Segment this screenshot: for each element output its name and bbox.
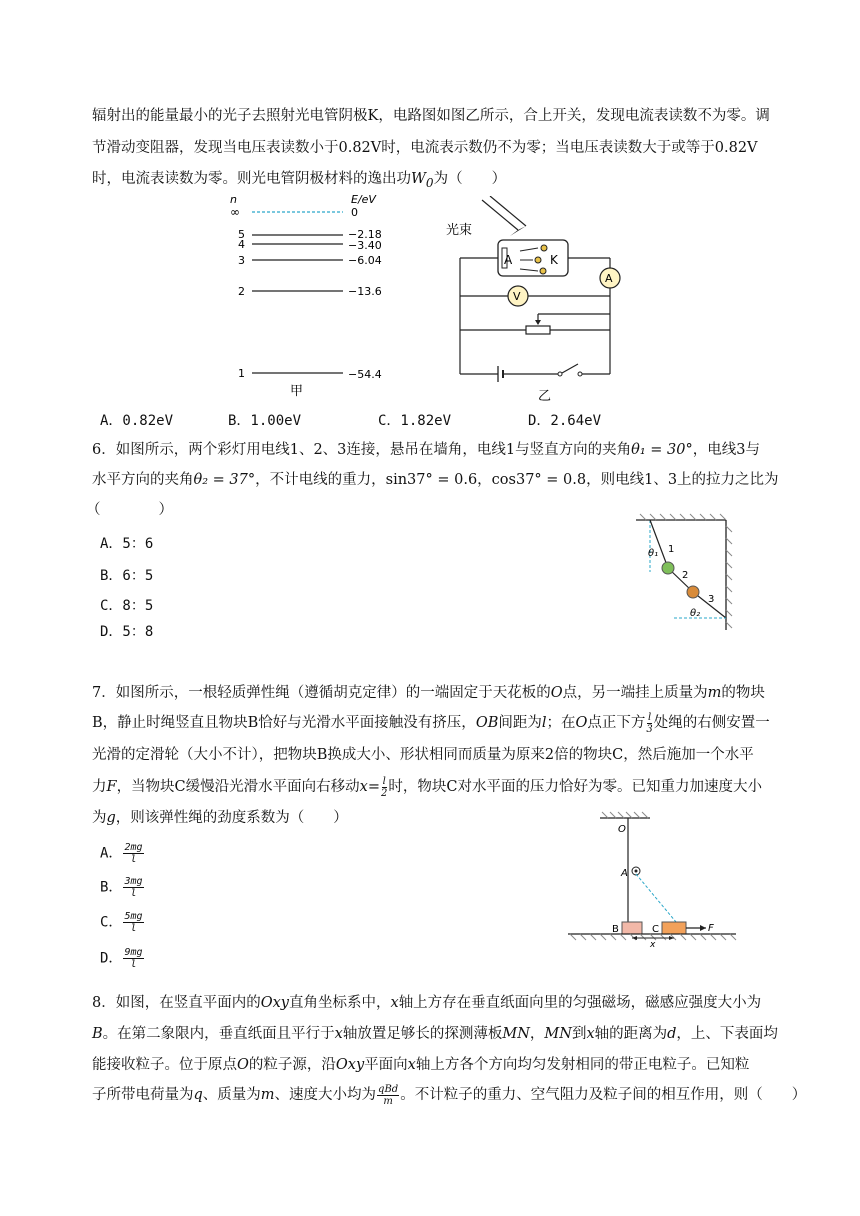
- q7-line-3: 光滑的定滑轮（大小不计），把物块B换成大小、形状相同而质量为原来2倍的物块C，然后施加一个水平: [92, 747, 754, 763]
- q5-option-c[interactable]: C．1.82eV: [378, 413, 452, 429]
- level-n-inf: ∞: [230, 205, 240, 219]
- theta2-label: θ₂: [690, 608, 701, 619]
- theta1-label: θ₁: [648, 548, 659, 559]
- level-n-5: 5: [238, 228, 245, 241]
- block-b-label: B: [612, 924, 619, 935]
- level-e-inf: 0: [351, 206, 358, 219]
- q8-line-1: 8．如图，在竖直平面内的Oxy直角坐标系中，x轴上方存在垂直纸面向里的匀强磁场，磁感应强度大小为: [92, 995, 762, 1011]
- figure-caption-yi: 乙: [538, 389, 552, 404]
- level-n-4: 4: [238, 238, 245, 251]
- anode-label: A: [504, 253, 513, 267]
- wire-3-label: 3: [708, 594, 715, 605]
- level-e-4: −3.40: [348, 239, 382, 252]
- voltmeter-label: V: [513, 290, 521, 303]
- n-axis-label: n: [230, 193, 237, 206]
- q7-option-c[interactable]: C． $\frac{5mg}{l}$: [100, 911, 143, 934]
- point-o-label: O: [618, 824, 626, 835]
- photoelectric-circuit-diagram: [440, 196, 630, 404]
- wire-1: [650, 520, 668, 568]
- q8-line-4: 子所带电荷量为q、质量为m、速度大小均为 $\frac{\text{qBd}}{m}$ 。不计粒子的重力、空气阻力及粒子间的相互作用，则（ ）: [92, 1083, 807, 1107]
- elastic-rope-diagram: [566, 810, 738, 948]
- w0-symbol: $W_0$: [411, 171, 434, 190]
- level-e-5: −2.18: [348, 228, 382, 241]
- fraction-qbd-over-m: $\frac{\text{qBd}}{m}$: [378, 1083, 399, 1107]
- level-n-3: 3: [238, 254, 245, 267]
- level-e-3: −6.04: [348, 254, 382, 267]
- lamp-wire-diagram: [630, 512, 740, 634]
- fraction-l-over-2: $\frac{l}{2}$: [380, 775, 388, 799]
- point-a-label: A: [621, 868, 628, 879]
- level-n-1: 1: [238, 367, 245, 380]
- block-c-label: C: [652, 924, 659, 935]
- q5-line-3: 时，电流表读数为零。则光电管阴极材料的逸出功$W_0$为（ ）: [92, 171, 507, 190]
- level-e-1: −54.4: [348, 368, 382, 381]
- energy-axis-label: E/eV: [351, 193, 376, 206]
- q6-line-1: 6．如图所示，两个彩灯用电线1、2、3连接，悬吊在墙角，电线1与竖直方向的夹角θ₁ = 30°，电线3与: [92, 442, 760, 458]
- displacement-label: x: [650, 940, 656, 948]
- q7-option-b[interactable]: B． $\frac{3mg}{l}$: [100, 876, 143, 899]
- q6-option-d[interactable]: D．5：8: [100, 624, 154, 640]
- fraction-l-over-3: $\frac{l}{3}$: [646, 711, 653, 735]
- block-b: [622, 922, 642, 934]
- figure-caption-jia: 甲: [290, 384, 304, 399]
- q7-line-2: B，静止时绳竖直且物块B恰好与光滑水平面接触没有挤压，OB间距为l；在O点正下方 $\frac{l}{3}$ 处绳的右侧安置一: [92, 711, 770, 735]
- q7-line-4: 力F，当物块C缓慢沿光滑水平面向右移动x= $\frac{l}{2}$ 时，物块C对水平面的压力恰好为零。已知重力加速度大小: [92, 775, 762, 799]
- q8-line-2: B。在第二象限内，垂直纸面且平行于x轴放置足够长的探测薄板MN，MN到x轴的距离为d，上、下表面均: [92, 1026, 778, 1042]
- q7-option-a[interactable]: A． $\frac{2mg}{l}$: [100, 842, 143, 865]
- lamp-orange: [687, 586, 699, 598]
- q6-line-2: 水平方向的夹角θ₂ = 37°，不计电线的重力，sin37° = 0.6，cos37° = 0.8，则电线1、3上的拉力之比为: [92, 472, 779, 488]
- q5-line-1: 辐射出的能量最小的光子去照射光电管阴极K，电路图如图乙所示，合上开关，发现电流表读数不为零。调: [92, 108, 770, 124]
- cathode-label: K: [550, 253, 558, 267]
- q7-line-5: 为g，则该弹性绳的劲度系数为（ ）: [92, 810, 348, 826]
- force-label: F: [708, 923, 714, 934]
- q6-option-a[interactable]: A．5：6: [100, 536, 154, 552]
- q5-option-b[interactable]: B．1.00eV: [228, 413, 302, 429]
- level-n-2: 2: [238, 285, 245, 298]
- lamp-green: [662, 562, 674, 574]
- q7-option-d[interactable]: D． $\frac{9mg}{l}$: [100, 947, 143, 970]
- energy-level-diagram: [225, 190, 395, 400]
- switch-symbol: [562, 364, 578, 373]
- ammeter-label: A: [605, 272, 613, 285]
- level-e-2: −13.6: [348, 285, 382, 298]
- wire-1-label: 1: [668, 544, 675, 555]
- q7-line-1: 7．如图所示，一根轻质弹性绳（遵循胡克定律）的一端固定于天花板的O点，另一端挂上质量为m的物块: [92, 685, 765, 701]
- rheostat-symbol: [526, 326, 550, 334]
- q8-line-3: 能接收粒子。位于原点O的粒子源，沿Oxy平面向x轴上方各个方向均匀发射相同的带正电粒子。已知粒: [92, 1057, 750, 1073]
- q6-option-c[interactable]: C．8：5: [100, 598, 154, 614]
- light-beam-label: 光束: [446, 223, 473, 238]
- wire-2-label: 2: [682, 570, 689, 581]
- q5-line-2: 节滑动变阻器，发现当电压表读数小于0.82V时，电流表示数仍不为零；当电压表读数大于或等于0.82V: [92, 140, 758, 156]
- q5-option-a[interactable]: A．0.82eV: [100, 413, 174, 429]
- q6-line-3: （ ）: [86, 502, 173, 518]
- q6-option-b[interactable]: B．6：5: [100, 568, 154, 584]
- block-c: [662, 922, 686, 934]
- q5-option-d[interactable]: D．2.64eV: [528, 413, 602, 429]
